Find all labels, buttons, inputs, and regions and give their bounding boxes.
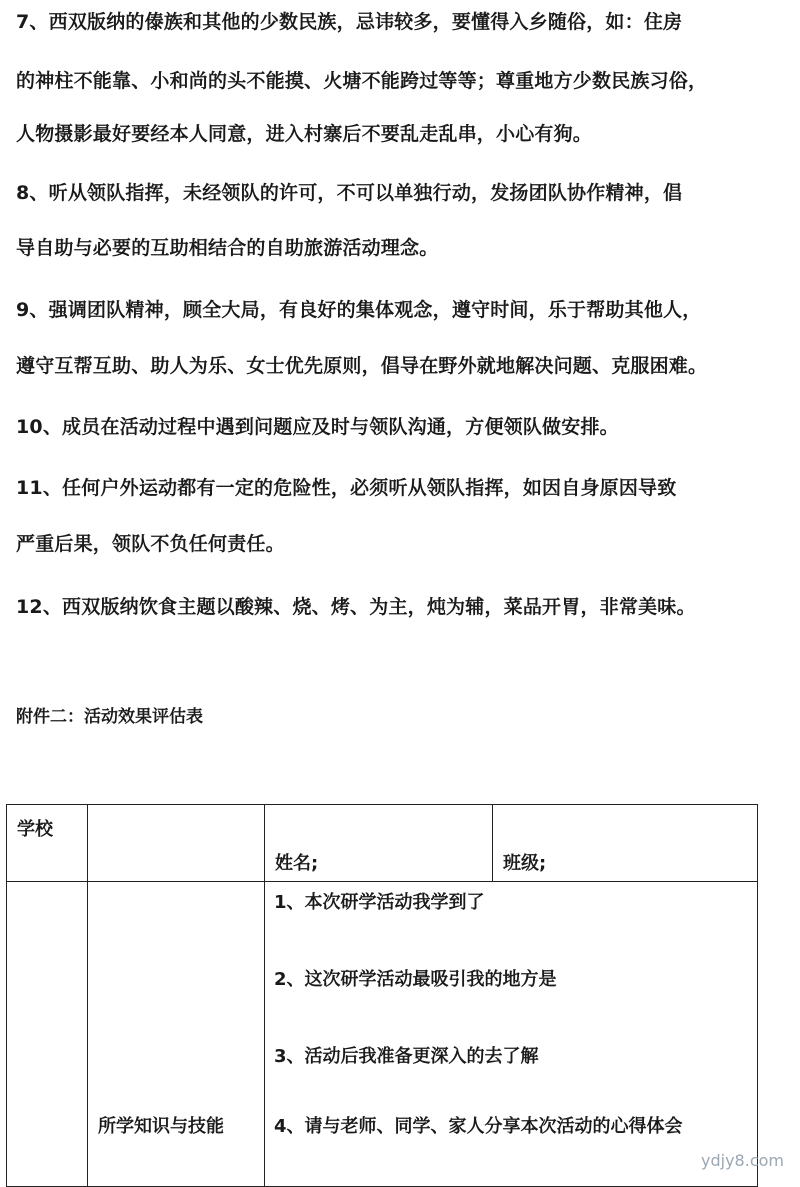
paragraph-line: 9、强调团队精神，顾全大局，有良好的集体观念，遵守时间，乐于帮助其他人， [16,299,702,321]
paragraph-line: 严重后果，领队不负任何责任。 [16,533,285,555]
paragraph-line: 10、成员在活动过程中遇到问题应及时与领队沟通，方便领队做安排。 [16,416,619,438]
question-item: 4、请与老师、同学、家人分享本次活动的心得体会 [274,1116,683,1137]
empty-cell [7,882,88,1187]
name-cell [265,805,493,882]
paragraph-line: 11、任何户外运动都有一定的危险性，必须听从领队指挥，如因自身原因导致 [16,477,677,499]
class-cell [493,805,758,882]
question-item: 2、这次研学活动最吸引我的地方是 [274,969,557,990]
evaluation-table [6,804,758,1187]
knowledge-cell [88,882,265,1187]
school-label: 学校 [17,819,53,840]
table-row [7,882,758,1187]
paragraph-line: 8、听从领队指挥，未经领队的许可，不可以单独行动，发扬团队协作精神，倡 [16,182,683,204]
questions-cell [265,882,758,1187]
table-row [7,805,758,882]
name-label: 姓名; [275,853,319,874]
paragraph-line: 人物摄影最好要经本人同意，进入村寨后不要乱走乱串，小心有狗。 [16,123,593,145]
paragraph-line: 遵守互帮互助、助人为乐、女士优先原则，倡导在野外就地解决问题、克服困难。 [16,355,708,377]
class-label: 班级; [503,853,547,874]
attachment-title: 附件二：活动效果评估表 [16,707,203,727]
question-item: 1、本次研学活动我学到了 [274,892,485,913]
school-label-cell [7,805,88,882]
watermark: ydjy8.com [701,1151,784,1170]
knowledge-label: 所学知识与技能 [98,1116,224,1137]
paragraph-line: 7、西双版纳的傣族和其他的少数民族，忌讳较多，要懂得入乡随俗，如：住房 [16,11,683,33]
paragraph-line: 12、西双版纳饮食主题以酸辣、烧、烤、为主，炖为辅，菜品开胃，非常美味。 [16,596,696,618]
school-value-cell [88,805,265,882]
paragraph-line: 的神柱不能靠、小和尚的头不能摸、火塘不能跨过等等；尊重地方少数民族习俗， [16,70,708,92]
paragraph-line: 导自助与必要的互助相结合的自助旅游活动理念。 [16,237,439,259]
question-item: 3、活动后我准备更深入的去了解 [274,1046,539,1067]
